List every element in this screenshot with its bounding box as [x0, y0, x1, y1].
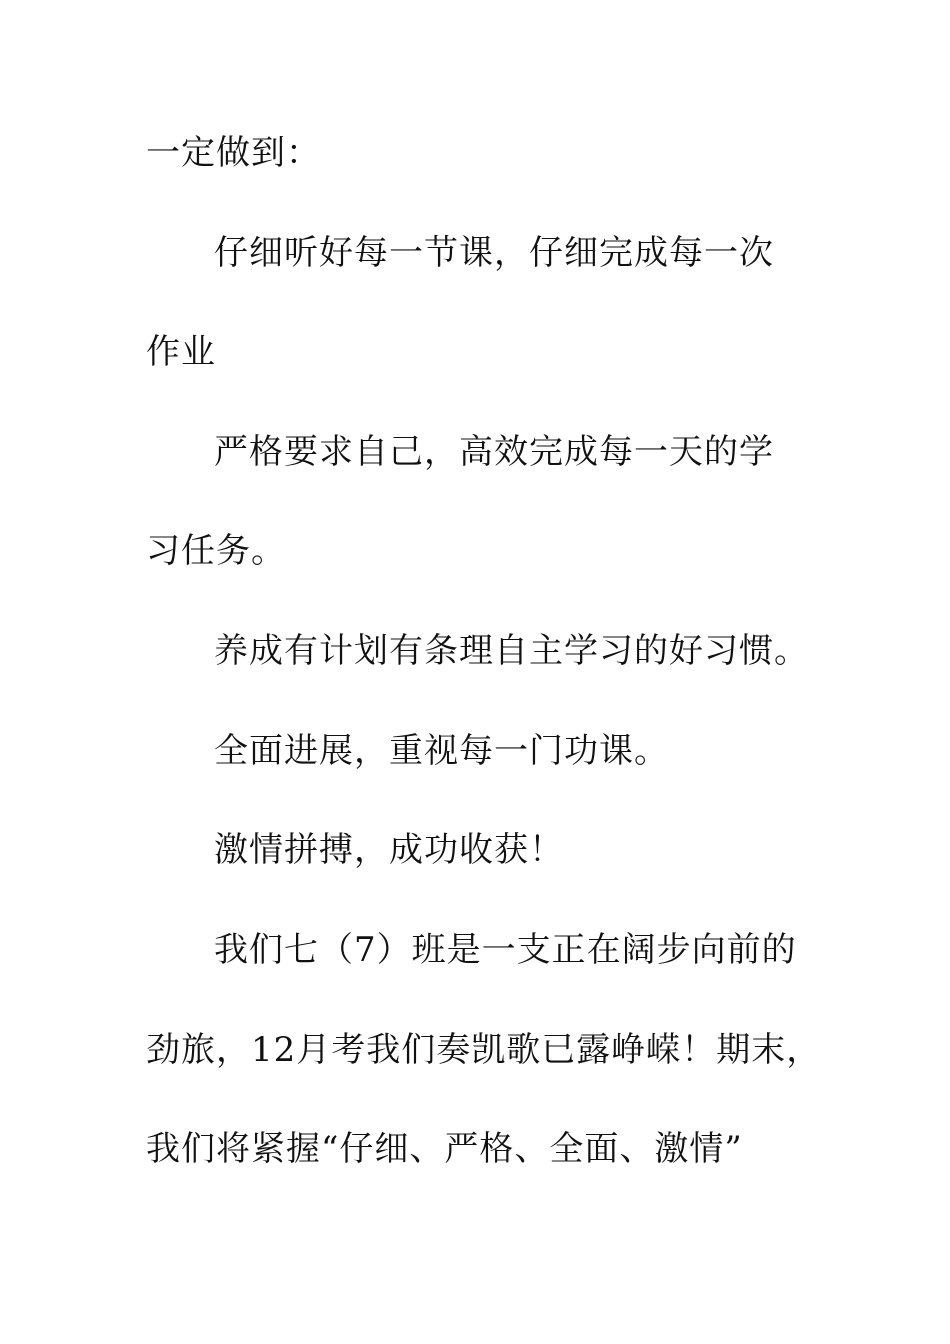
paragraph-line: 我们七（7）班是一支正在阔步向前的 — [214, 930, 797, 970]
paragraph-line: 全面进展，重视每一门功课。 — [214, 731, 669, 771]
paragraph-line: 严格要求自己，高效完成每一天的学 — [214, 432, 774, 472]
text-line: 作业 — [146, 332, 216, 372]
text-line: 一定做到： — [146, 133, 321, 173]
text-line: 习任务。 — [146, 531, 286, 571]
paragraph-line: 激情拼搏，成功收获！ — [214, 830, 564, 870]
paragraph-line: 养成有计划有条理自主学习的好习惯。 — [214, 631, 809, 671]
paragraph-line: 仔细听好每一节课，仔细完成每一次 — [214, 233, 774, 273]
text-line: 我们将紧握“仔细、严格、全面、激情” — [146, 1129, 743, 1169]
text-line: 劲旅，12月考我们奏凯歌已露峥嵘！期末， — [146, 1030, 822, 1070]
